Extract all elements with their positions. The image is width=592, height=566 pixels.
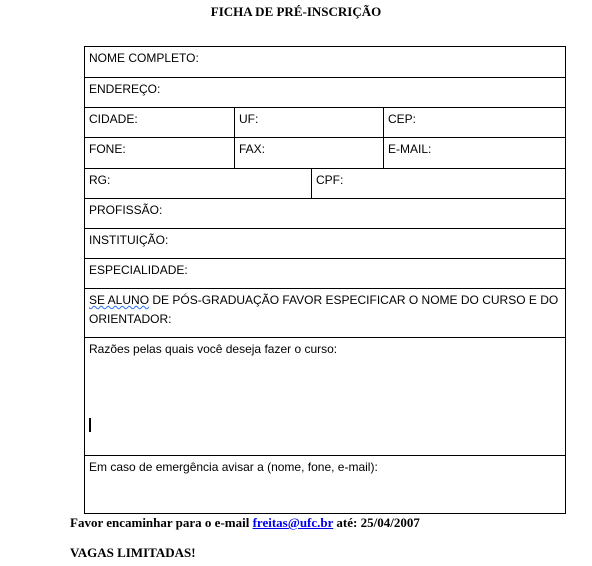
email-link[interactable]: freitas@ufc.br bbox=[252, 515, 334, 530]
row-especialidade bbox=[85, 259, 565, 289]
label-profissao: PROFISSÃO: bbox=[89, 203, 163, 217]
label-razoes: Razões pelas quais você deseja fazer o curso: bbox=[89, 342, 338, 356]
label-cpf: CPF: bbox=[316, 173, 344, 187]
row-endereco bbox=[85, 78, 565, 108]
label-uf: UF: bbox=[239, 112, 259, 126]
send-deadline: até: 25/04/2007 bbox=[333, 515, 420, 530]
field-razoes[interactable] bbox=[85, 338, 565, 455]
row-razoes bbox=[85, 338, 565, 456]
field-rg[interactable] bbox=[85, 169, 311, 198]
field-pos-graduacao[interactable] bbox=[85, 289, 565, 337]
field-uf[interactable] bbox=[234, 108, 383, 137]
field-instituicao[interactable] bbox=[85, 229, 565, 258]
row-fone bbox=[85, 138, 565, 169]
text-cursor bbox=[89, 418, 91, 432]
field-cidade[interactable] bbox=[85, 108, 234, 137]
label-instituicao: INSTITUIÇÃO: bbox=[89, 233, 169, 247]
row-emergencia bbox=[85, 456, 565, 513]
field-fax[interactable] bbox=[234, 138, 383, 168]
label-nome-completo: NOME COMPLETO: bbox=[89, 51, 199, 65]
label-emergencia: Em caso de emergência avisar a (nome, fone, e-mail): bbox=[89, 460, 378, 474]
field-cpf[interactable] bbox=[311, 169, 565, 198]
label-especialidade: ESPECIALIDADE: bbox=[89, 263, 188, 277]
row-profissao bbox=[85, 199, 565, 229]
field-nome-completo[interactable] bbox=[85, 47, 565, 77]
row-cidade bbox=[85, 108, 565, 138]
row-nome bbox=[85, 47, 565, 78]
label-fone: FONE: bbox=[89, 142, 126, 156]
row-instituicao bbox=[85, 229, 565, 259]
vagas-limitadas: VAGAS LIMITADAS! bbox=[70, 545, 196, 560]
row-pos-graduacao bbox=[85, 289, 565, 338]
field-fone[interactable] bbox=[85, 138, 234, 168]
label-rg: RG: bbox=[89, 173, 111, 187]
field-email[interactable] bbox=[383, 138, 565, 168]
label-email: E-MAIL: bbox=[388, 142, 432, 156]
send-prefix: Favor encaminhar para o e-mail bbox=[70, 515, 253, 530]
spellcheck-underline: SE ALUNO bbox=[89, 293, 150, 307]
registration-form bbox=[84, 46, 566, 514]
field-profissao[interactable] bbox=[85, 199, 565, 228]
label-cep: CEP: bbox=[388, 112, 417, 126]
row-rg bbox=[85, 169, 565, 199]
label-pos-graduacao bbox=[89, 291, 561, 329]
field-endereco[interactable] bbox=[85, 78, 565, 107]
label-cidade: CIDADE: bbox=[89, 112, 138, 126]
field-especialidade[interactable] bbox=[85, 259, 565, 288]
field-cep[interactable] bbox=[383, 108, 565, 137]
form-title: FICHA DE PRÉ-INSCRIÇÃO bbox=[210, 4, 382, 19]
field-emergencia[interactable] bbox=[85, 456, 565, 513]
label-endereco: ENDEREÇO: bbox=[89, 82, 161, 96]
label-pos-graduacao-text: DE PÓS-GRADUAÇÃO FAVOR ESPECIFICAR O NOME DO CURSO E DO ORIENTADOR: bbox=[89, 293, 559, 326]
label-fax: FAX: bbox=[239, 142, 266, 156]
footer-send-instruction bbox=[70, 515, 420, 531]
